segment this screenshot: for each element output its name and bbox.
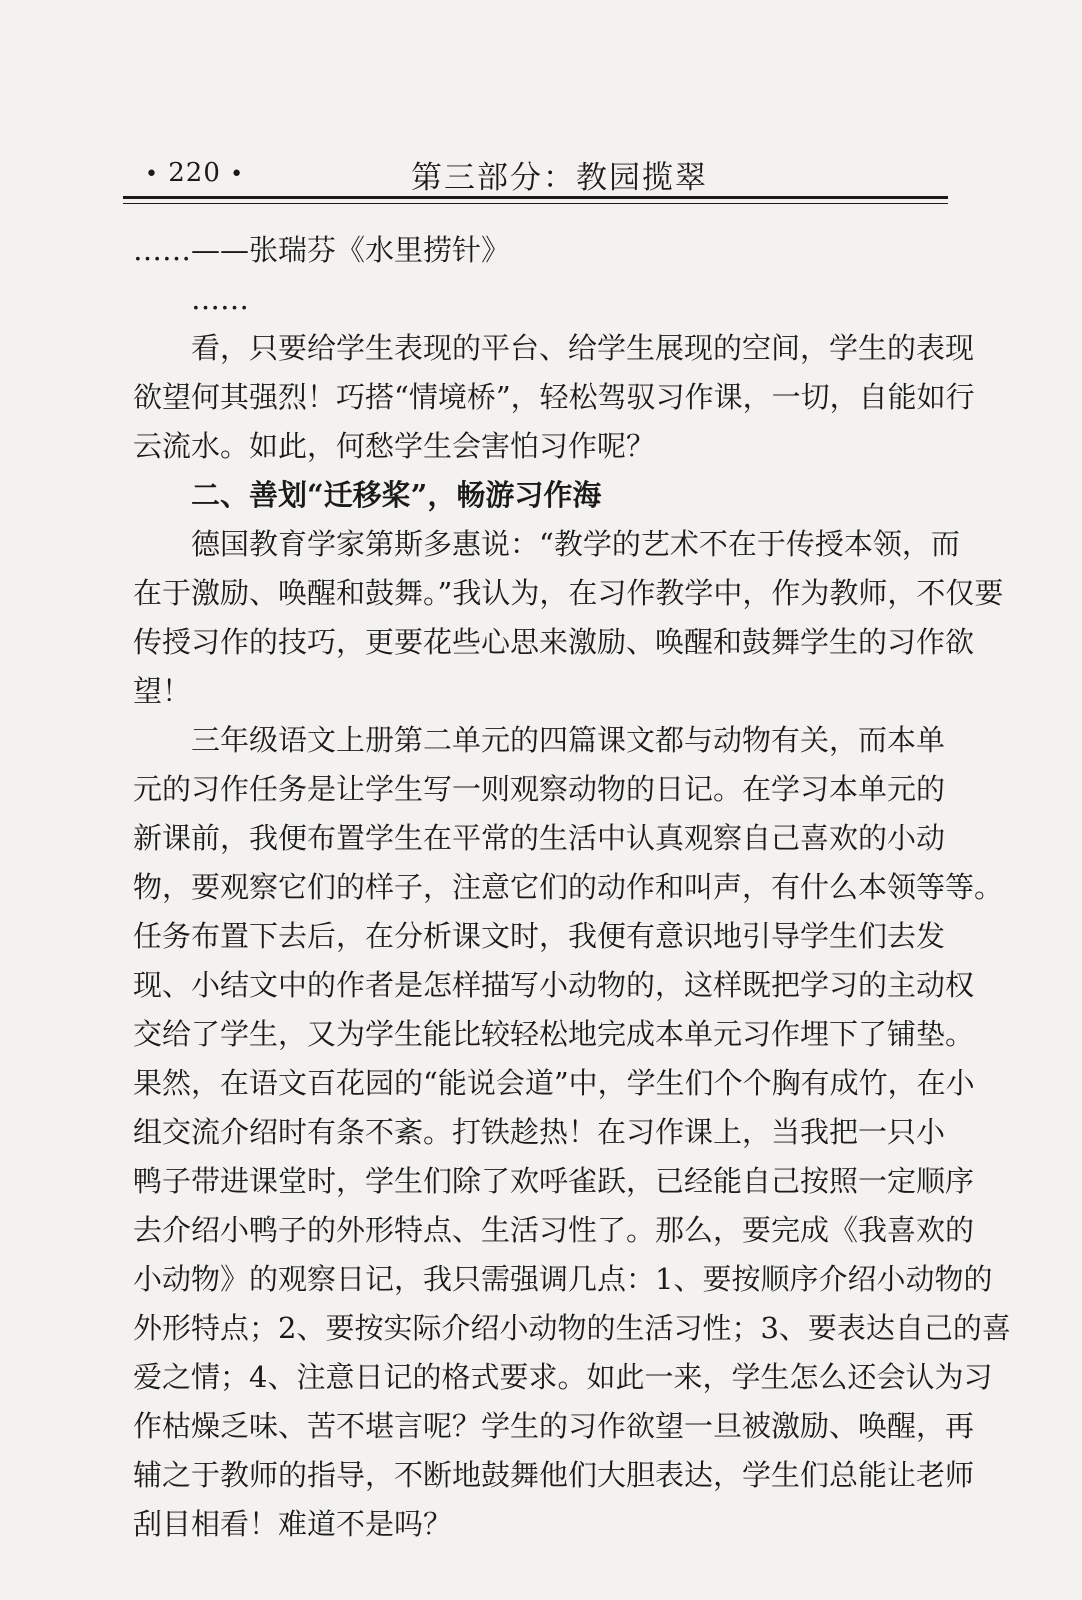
paragraph-line: 任务布置下去后，在分析课文时，我便有意识地引导学生们去发 [133, 919, 946, 953]
paragraph-line: 看，只要给学生表现的平台、给学生展现的空间，学生的表现 [191, 331, 975, 365]
paragraph-line: 爱之情；4、注意日记的格式要求。如此一来，学生怎么还会认为习 [133, 1360, 993, 1394]
paragraph-line: 组交流介绍时有条不紊。打铁趁热！在习作课上，当我把一只小 [133, 1115, 946, 1149]
paragraph-line: 云流水。如此，何愁学生会害怕习作呢？ [133, 429, 656, 463]
paragraph-line: 小动物》的观察日记，我只需强调几点：1、要按顺序介绍小动物的 [133, 1262, 993, 1296]
paragraph-line: 现、小结文中的作者是怎样描写小动物的，这样既把学习的主动权 [133, 968, 975, 1002]
paragraph-line: 在于激励、唤醒和鼓舞。”我认为，在习作教学中，作为教师，不仅要 [133, 576, 1004, 610]
header-rule-thick [123, 196, 948, 199]
part-title: 第三部分：教园揽翠 [411, 160, 708, 196]
paragraph-line: 德国教育学家第斯多惠说：“教学的艺术不在于传授本领，而 [191, 527, 960, 561]
paragraph-line: 元的习作任务是让学生写一则观察动物的日记。在学习本单元的 [133, 772, 946, 806]
paragraph-line: 欲望何其强烈！巧搭“情境桥”，轻松驾驭习作课，一切，自能如行 [133, 380, 975, 414]
section-heading: 二、善划“迁移桨”，畅游习作海 [191, 478, 602, 512]
paragraph-line: 交给了学生，又为学生能比较轻松地完成本单元习作埋下了铺垫。 [133, 1017, 975, 1051]
paragraph-line: 辅之于教师的指导，不断地鼓舞他们大胆表达，学生们总能让老师 [133, 1458, 975, 1492]
paragraph-line: 刮目相看！难道不是吗？ [133, 1507, 453, 1541]
paragraph-line: 新课前，我便布置学生在平常的生活中认真观察自己喜欢的小动 [133, 821, 946, 855]
paragraph-line: 三年级语文上册第二单元的四篇课文都与动物有关，而本单 [191, 723, 946, 757]
paragraph-line: 鸭子带进课堂时，学生们除了欢呼雀跃，已经能自己按照一定顺序 [133, 1164, 975, 1198]
paragraph-line: 作枯燥乏味、苦不堪言呢？学生的习作欲望一旦被激励、唤醒，再 [133, 1409, 975, 1443]
paragraph-line: 物，要观察它们的样子，注意它们的动作和叫声，有什么本领等等。 [133, 870, 1004, 904]
paragraph-line: 外形特点；2、要按实际介绍小动物的生活习性；3、要表达自己的喜 [133, 1311, 1011, 1345]
page-number: • 220 • [145, 158, 245, 188]
running-header [125, 152, 947, 196]
paragraph-line: 去介绍小鸭子的外形特点、生活习性了。那么，要完成《我喜欢的 [133, 1213, 975, 1247]
header-rule-thin [123, 203, 948, 204]
quote-attribution: ……——张瑞芬《水里捞针》 [133, 233, 511, 267]
paragraph-line: 望！ [133, 674, 192, 708]
paragraph-line: 果然，在语文百花园的“能说会道”中，学生们个个胸有成竹，在小 [133, 1066, 975, 1100]
paragraph-line: 传授习作的技巧，更要花些心思来激励、唤醒和鼓舞学生的习作欲 [133, 625, 975, 659]
ellipsis-line: …… [191, 282, 249, 316]
body-text [133, 226, 1011, 1549]
